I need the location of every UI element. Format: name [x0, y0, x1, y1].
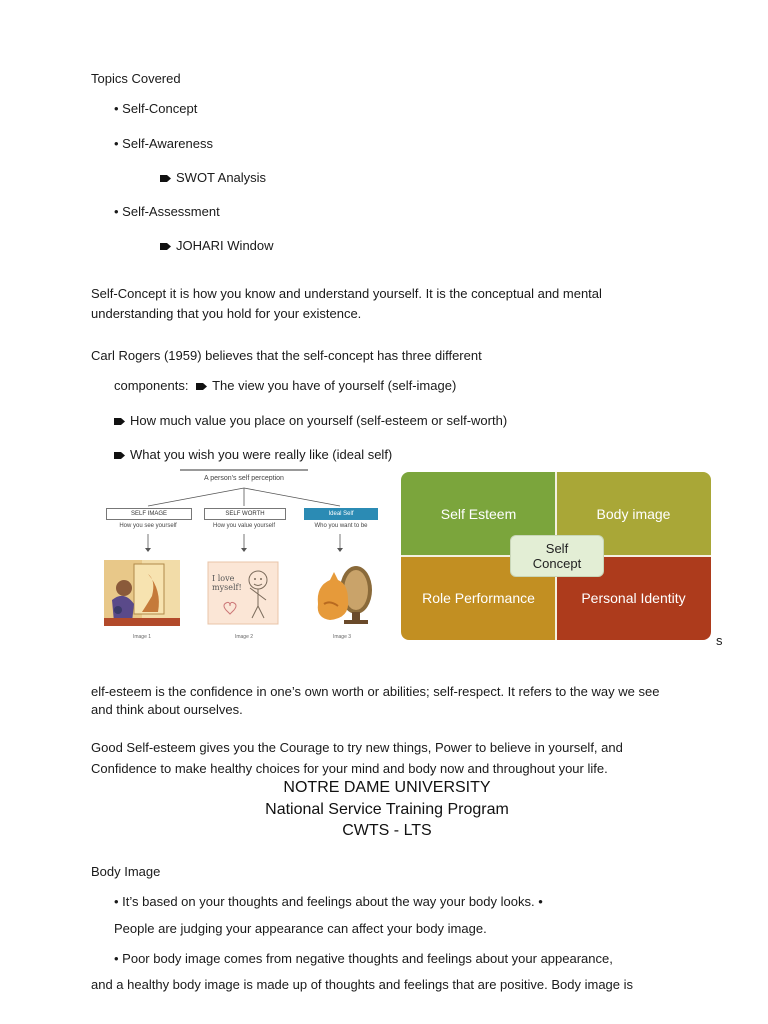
body-image-line: and a healthy body image is made up of thoughts and feelings that are positive. Body image is: [91, 977, 634, 992]
self-esteem-line: elf-esteem is the confidence in one’s own worth or abilities; self-respect. It refers to the way we see: [91, 684, 660, 699]
body-image-line: People are judging your appearance can affect your body image.: [114, 921, 487, 936]
good-self-esteem-paragraph: [91, 737, 623, 779]
diagram-caption: A person's self perception: [204, 475, 284, 482]
self-worth-subtext: How you value yourself: [212, 523, 276, 529]
component-item: [114, 413, 507, 428]
stray-letter: s: [716, 633, 723, 648]
body-image-title: Body Image: [91, 864, 161, 879]
university-name: NOTRE DAME UNIVERSITY: [283, 779, 491, 796]
good-self-esteem-line: Confidence to make healthy choices for your mind and body now and throughout your life.: [91, 761, 608, 776]
topic-item-self-concept: • Self-Concept: [114, 101, 198, 116]
self-worth-box: SELF WORTH: [204, 508, 286, 520]
body-image-line: • It’s based on your thoughts and feelings about the way your body looks. •: [114, 894, 543, 909]
component-text: How much value you place on yourself (self-esteem or self-worth): [130, 413, 508, 428]
topics-title: Topics Covered: [91, 71, 181, 86]
cat-mirror-image: [304, 560, 380, 626]
mirror-reflection-image: [104, 560, 180, 626]
johari-label: JOHARI Window: [176, 238, 274, 253]
components-label: components:: [114, 378, 189, 393]
self-concept-quadrant-diagram: [401, 472, 711, 640]
topic-subitem-swot: [160, 170, 266, 185]
component-item: [114, 447, 392, 462]
self-image-box: SELF IMAGE: [106, 508, 192, 520]
ideal-self-subtext: Who you want to be: [314, 523, 368, 529]
arrow-bullet-icon: [160, 242, 171, 251]
quadrant-role-performance: Role Performance: [401, 556, 556, 640]
good-self-esteem-line: Good Self-esteem gives you the Courage to try new things, Power to believe in yourself, and: [91, 740, 623, 755]
self-esteem-definition: [91, 683, 659, 719]
self-concept-definition: [91, 284, 602, 324]
topic-item-self-awareness: • Self-Awareness: [114, 136, 213, 151]
rogers-sentence: Carl Rogers (1959) believes that the self-concept has three different: [91, 348, 482, 363]
image-caption: Image 1: [132, 634, 152, 640]
program-name: National Service Training Program: [265, 801, 509, 818]
self-concept-center-box: [510, 535, 604, 577]
center-label-line1: Self: [545, 541, 569, 556]
image-caption: Image 2: [234, 634, 254, 640]
component-item: [114, 378, 456, 393]
arrow-bullet-icon: [114, 451, 125, 460]
topic-item-self-assessment: • Self-Assessment: [114, 204, 220, 219]
quadrant-personal-identity: Personal Identity: [556, 556, 711, 640]
self-perception-diagram: [92, 468, 392, 648]
topic-subitem-johari: [160, 238, 274, 253]
arrow-bullet-icon: [114, 417, 125, 426]
swot-label: SWOT Analysis: [176, 170, 267, 185]
image-caption: Image 3: [332, 634, 352, 640]
component-text: What you wish you were really like (ideal self): [130, 447, 393, 462]
self-image-subtext: How you see yourself: [119, 523, 177, 529]
arrow-bullet-icon: [160, 174, 171, 183]
quadrant-self-esteem: Self Esteem: [401, 472, 556, 556]
quadrant-body-image: Body image: [556, 472, 711, 556]
love-myself-text: I love myself!: [212, 574, 242, 592]
ideal-self-box: Ideal Self: [304, 508, 378, 520]
body-image-line: • Poor body image comes from negative thoughts and feelings about your appearance,: [114, 951, 613, 966]
self-esteem-line: and think about ourselves.: [91, 702, 243, 717]
component-text: The view you have of yourself (self-image): [212, 378, 457, 393]
program-code: CWTS - LTS: [342, 822, 432, 839]
definition-line: understanding that you hold for your existence.: [91, 306, 362, 321]
center-label-line2: Concept: [532, 556, 582, 571]
love-myself-note-image: [206, 560, 282, 626]
arrow-bullet-icon: [196, 382, 207, 391]
definition-line: Self-Concept it is how you know and understand yourself. It is the conceptual and mental: [91, 286, 602, 301]
